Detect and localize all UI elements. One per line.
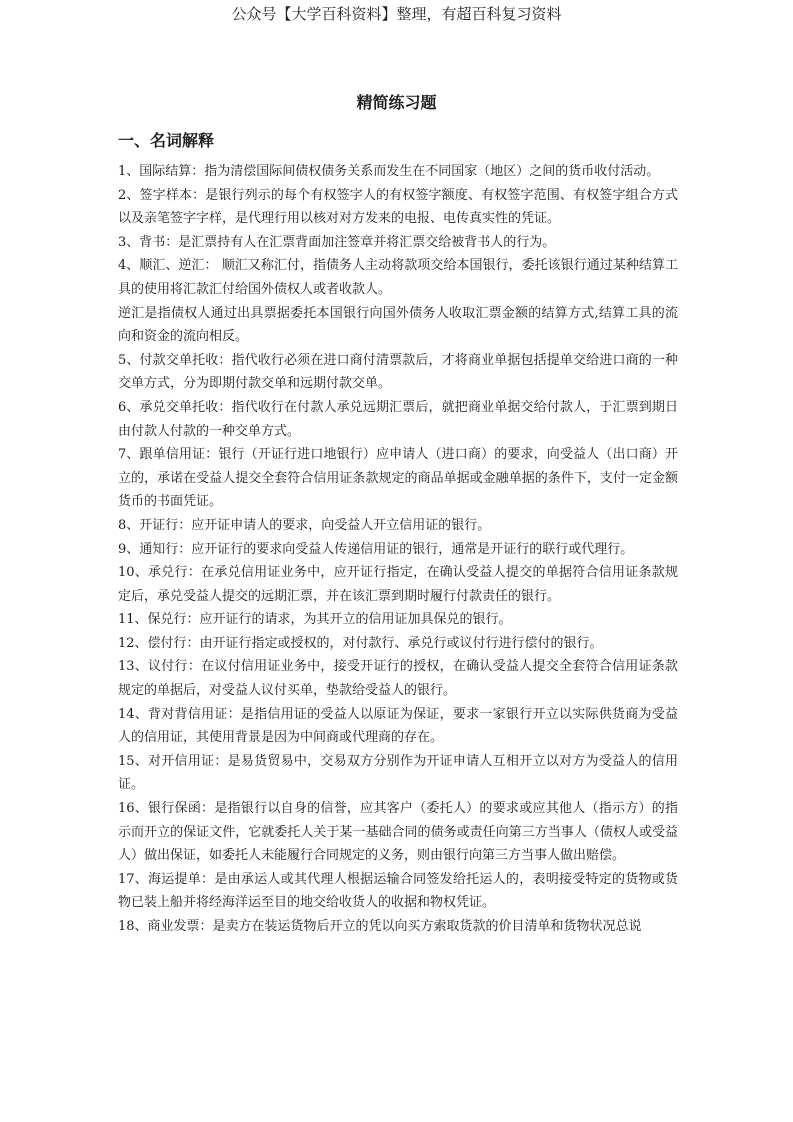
definition-entry: 11、保兑行：应开证行的请求，为其开立的信用证加具保兑的银行。 [118,612,512,628]
definition-entry: 16、银行保函：是指银行以自身的信誉，应其客户（委托人）的要求或应其他人（指示方）的指示而开立的保证文件，它就委托人关于某一基础合同的债务或责任向第三方当事人（债权人或受益人）做出保证，如委托人未能履行合同规定的义务，则由银行向第三方当事人做出赔偿。 [118,801,678,864]
definition-entry: 14、背对背信用证：是指信用证的受益人以原证为保证，要求一家银行开立以实际供货商为受益人的信用证，其使用背景是因为中间商或代理商的存在。 [118,706,678,746]
definition-entry: 4、顺汇、逆汇： 顺汇又称汇付，指债务人主动将款项交给本国银行，委托该银行通过某种结算工具的使用将汇款汇付给国外债权人或者收款人。 [118,258,678,297]
definition-entry: 2、签字样本：是银行列示的每个有权签字人的有权签字额度、有权签字范围、有权签字组合方式以及亲笔签字字样，是代理行用以核对对方发来的电报、电传真实性的凭证。 [118,187,678,227]
definition-entry: 1、国际结算：指为清偿国际间债权债务关系而发生在不同国家（地区）之间的货币收付活动。 [118,164,660,179]
definition-list [118,160,678,939]
document-title: 精简练习题 [356,93,437,112]
definition-entry: 15、对开信用证：是易货贸易中，交易双方分别作为开证申请人互相开立以对方为受益人的信用证。 [118,753,678,793]
definition-entry: 逆汇是指债权人通过出具票据委托本国银行向国外债务人收取汇票金额的结算方式,结算工具的流向和资金的流向相反。 [118,305,678,345]
definition-entry: 7、跟单信用证：银行（开证行进口地银行）应申请人（进口商）的要求，向受益人（出口商）开立的，承诺在受益人提交全套符合信用证条款规定的商品单据或金融单据的条件下，支付一定金额货币的书面凭证。 [118,447,678,510]
definition-entry: 18、商业发票：是卖方在装运货物后开立的凭以向买方索取货款的价目清单和货物状况总说 [118,919,642,934]
page-header: 公众号【大学百科资料】整理，有超百科复习资料 [231,5,562,23]
definition-entry: 8、开证行：应开证申请人的要求，向受益人开立信用证的银行。 [118,517,491,533]
definition-entry: 13、议付行：在议付信用证业务中，接受开证行的授权，在确认受益人提交全套符合信用证条款规定的单据后，对受益人议付买单，垫款给受益人的银行。 [118,659,678,699]
definition-entry: 10、承兑行：在承兑信用证业务中，应开证行指定，在确认受益人提交的单据符合信用证条款规定后，承兑受益人提交的远期汇票，并在该汇票到期时履行付款责任的银行。 [118,565,678,604]
definition-entry: 6、承兑交单托收：指代收行在付款人承兑远期汇票后，就把商业单据交给付款人，于汇票到期日由付款人付款的一种交单方式。 [118,399,678,439]
definition-entry: 3、背书：是汇票持有人在汇票背面加注签章并将汇票交给被背书人的行为。 [118,234,556,250]
definition-entry: 5、付款交单托收：指代收行必须在进口商付清票款后，才将商业单据包括提单交给进口商的一种交单方式，分为即期付款交单和远期付款交单。 [118,352,678,392]
definition-entry: 9、通知行：应开证行的要求向受益人传递信用证的银行，通常是开证行的联行或代理行。 [118,541,634,557]
definition-entry: 17、海运提单：是由承运人或其代理人根据运输合同签发给托运人的，表明接受特定的货物或货物已装上船并将经海洋运至目的地交给收货人的收据和物权凭证。 [118,871,678,911]
section-heading: 一、名词解释 [118,131,215,150]
definition-entry: 12、偿付行：由开证行指定或授权的，对付款行、承兑行或议付行进行偿付的银行。 [118,635,603,651]
